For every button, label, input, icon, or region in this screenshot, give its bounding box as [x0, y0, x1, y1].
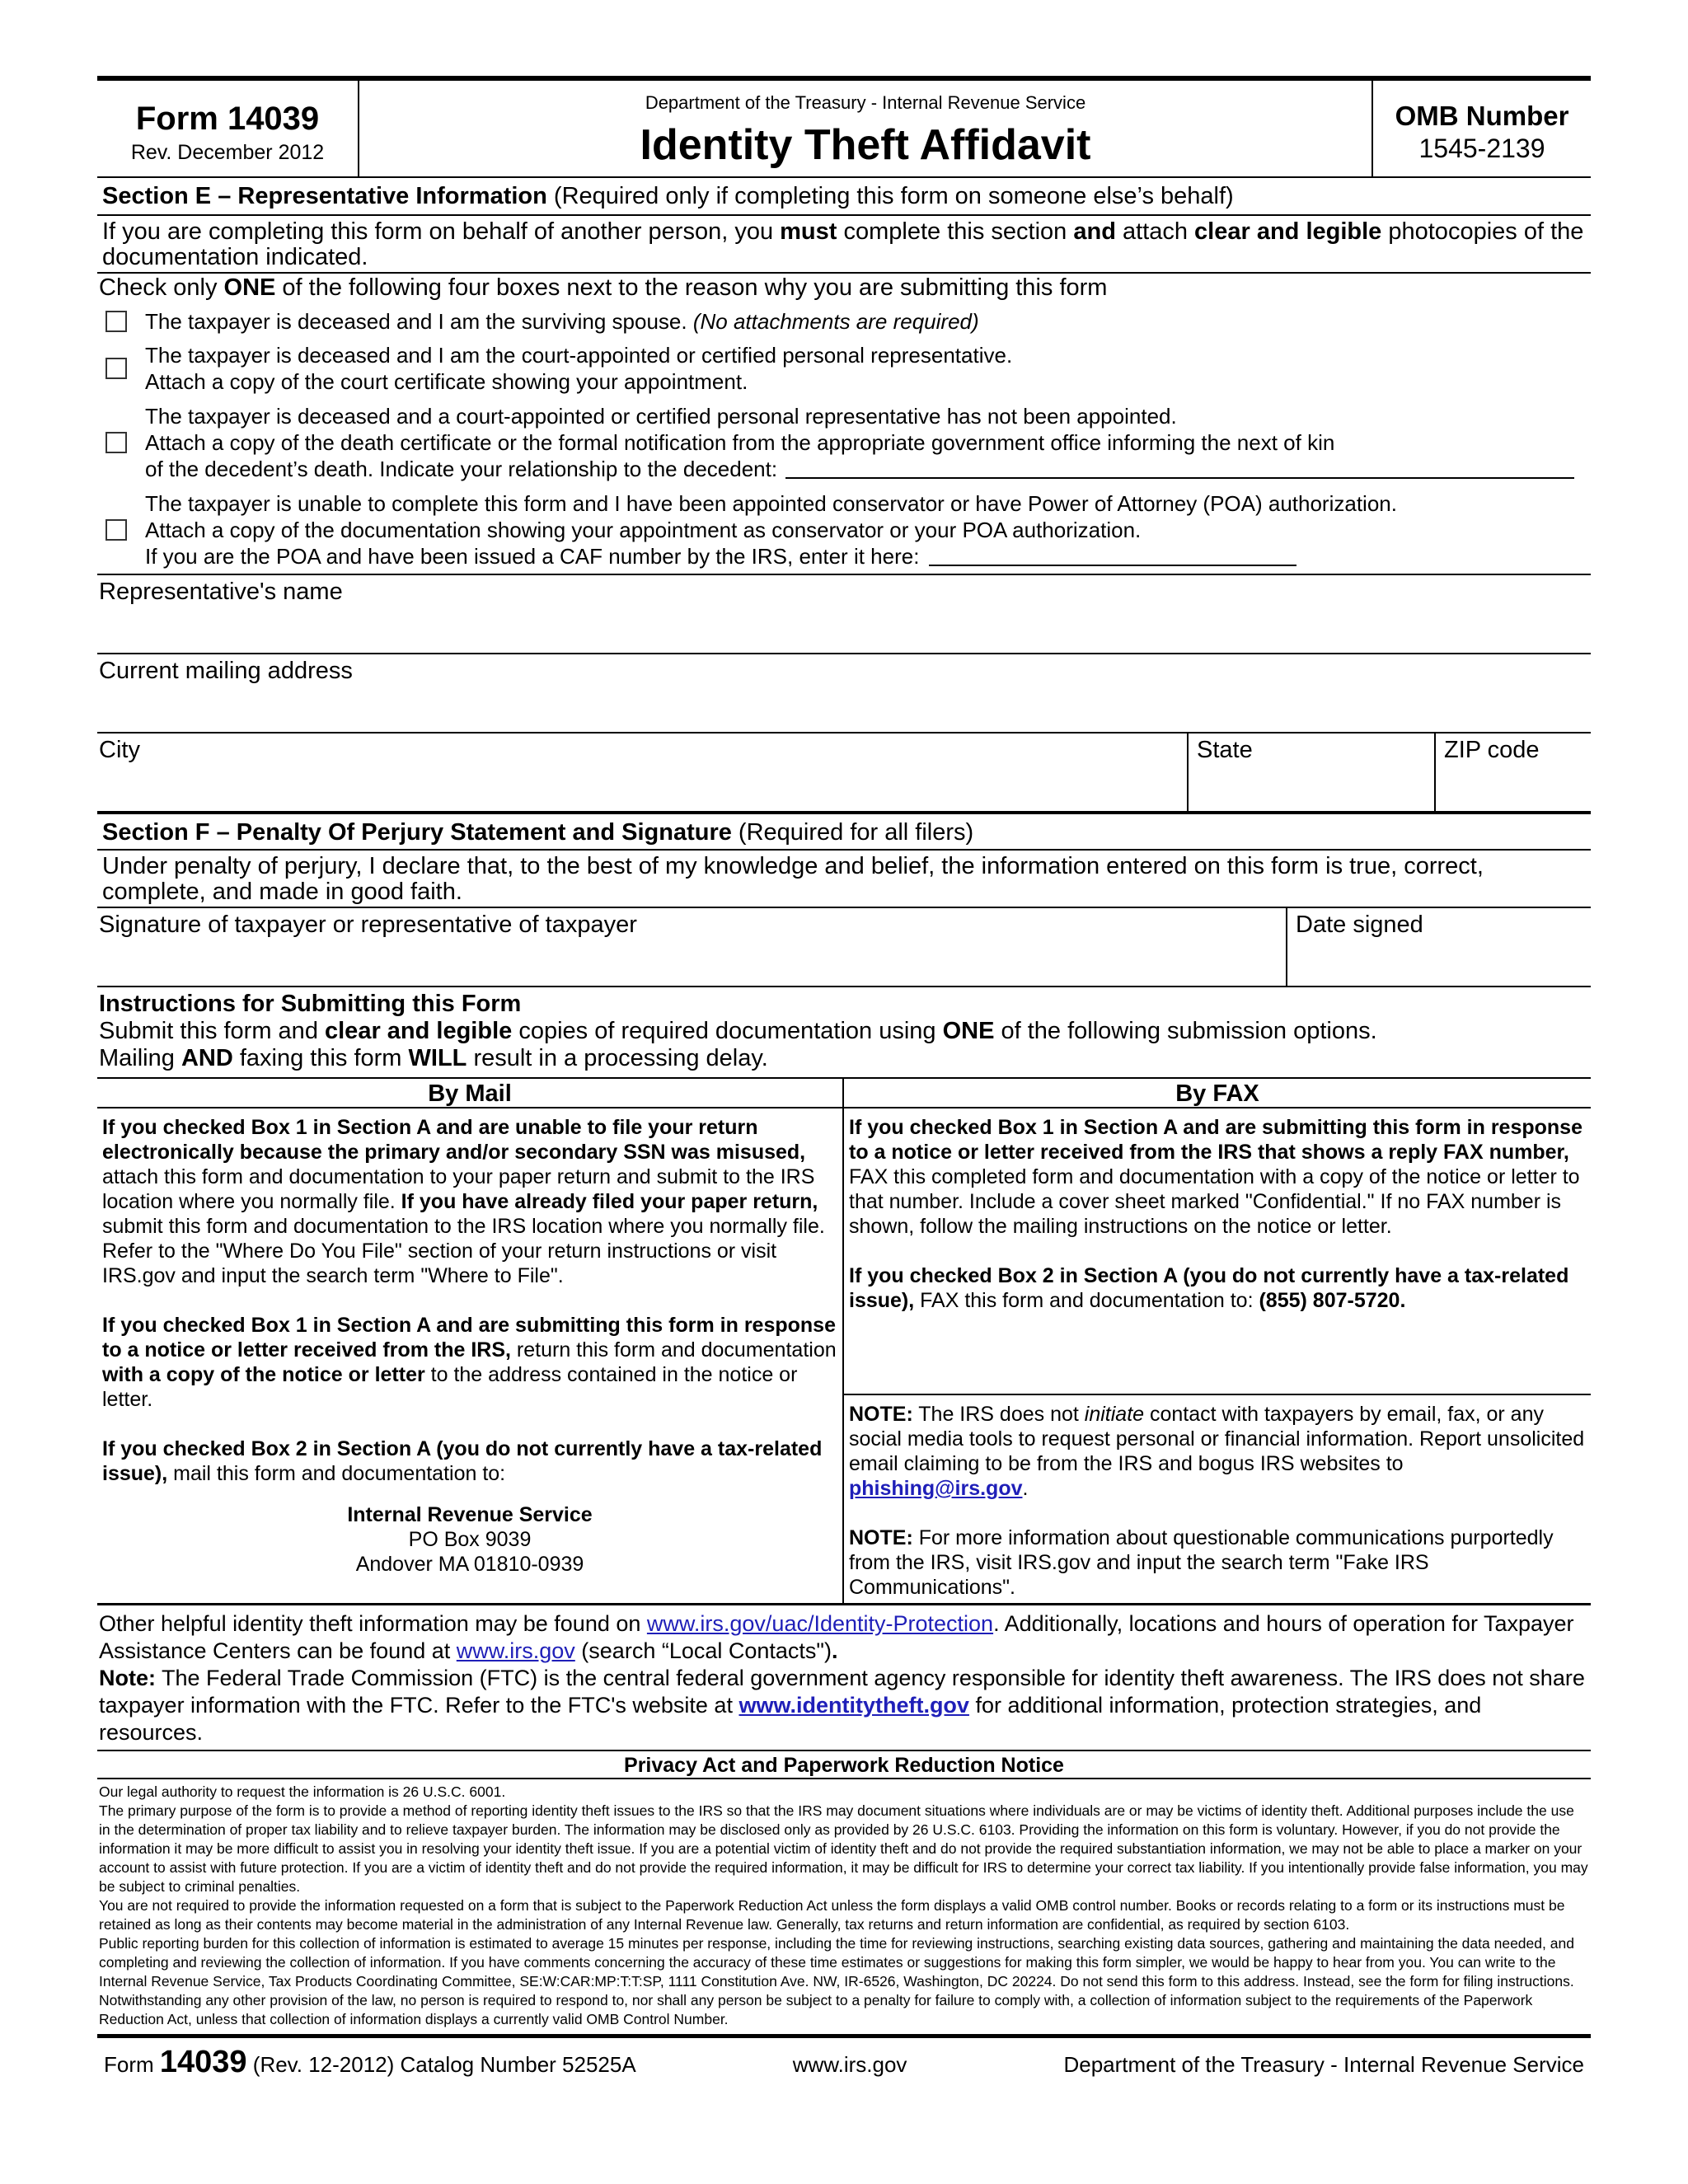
form-page: [97, 76, 1591, 2080]
signature-field[interactable]: [97, 908, 1286, 986]
by-fax-heading: By FAX: [844, 1077, 1591, 1108]
section-e-title: [97, 178, 1591, 216]
note-label: NOTE:: [849, 1526, 913, 1549]
reason-1-note: (No attachments are required): [692, 309, 979, 334]
note-label: NOTE:: [849, 1403, 913, 1426]
department: Department of the Treasury - Internal Revenue Service: [645, 92, 1086, 113]
by-fax-column: [844, 1077, 1591, 1603]
date-signed-label: Date signed: [1296, 912, 1423, 938]
perjury-statement: Under penalty of perjury, I declare that, to the best of my knowledge and belief, the information entered on this form is true, correct, complete, and made in good faith.: [97, 851, 1591, 908]
relationship-input[interactable]: [785, 456, 1574, 479]
form-id-block: [97, 81, 359, 176]
reason-3-line: [145, 456, 1591, 482]
footer-form-id: [104, 2045, 636, 2080]
instructions-title: Instructions for Submitting this Form: [99, 991, 522, 1017]
mail-text: mail this form and documentation to:: [167, 1462, 506, 1485]
omb-number: 1545-2139: [1418, 134, 1545, 163]
mailing-address-label: Current mailing address: [99, 658, 353, 684]
form-revision: Rev. December 2012: [130, 141, 325, 164]
form-footer: [97, 2038, 1591, 2080]
note-label: Note:: [99, 1666, 156, 1690]
privacy-para: Our legal authority to request the information is 26 U.S.C. 6001.: [99, 1783, 506, 1800]
reason-option-3: [97, 399, 1591, 486]
check-text: Check only: [99, 274, 224, 301]
signature-row: [97, 908, 1591, 987]
section-e-heading: Section E – Representative Information: [102, 183, 547, 209]
omb-title: OMB Number: [1395, 101, 1569, 131]
note-1: [849, 1402, 1586, 1501]
footer-department: Department of the Treasury - Internal Revenue Service: [1063, 2052, 1584, 2077]
omb-block: [1372, 81, 1591, 176]
representative-name-label: Representative's name: [99, 579, 343, 605]
zip-label: ZIP code: [1444, 737, 1540, 763]
city-field[interactable]: [97, 733, 1187, 811]
reason-option-1: [97, 305, 1591, 338]
instr-text: result in a processing delay.: [467, 1045, 768, 1071]
footer-site: www.irs.gov: [792, 2052, 907, 2077]
instr-text: of the following submission options.: [994, 1018, 1377, 1044]
info-text: (search “Local Contacts"): [574, 1638, 832, 1663]
address-line: Andover MA 01810-0939: [355, 1553, 584, 1576]
section-f-heading: Section F – Penalty Of Perjury Statement and Signature: [102, 819, 732, 846]
reason-4-line: [145, 543, 1591, 569]
fax-notes: [844, 1395, 1591, 1601]
intro-text: complete this section: [837, 218, 1074, 245]
reason-1-text: The taxpayer is deceased and I am the surviving spouse.: [145, 309, 693, 334]
fax-text: FAX this form and documentation to:: [914, 1289, 1259, 1312]
instr-text: Submit this form and: [99, 1018, 325, 1044]
check-text: of the following four boxes next to the reason why you are submitting this form: [275, 274, 1108, 301]
section-f-title: [97, 813, 1591, 851]
reason-option-4: [97, 486, 1591, 574]
intro-clear: clear and legible: [1194, 218, 1382, 245]
checkbox-poa[interactable]: [106, 519, 127, 541]
mail-text: return this form and documentation: [510, 1338, 837, 1361]
by-mail-column: [97, 1077, 844, 1603]
signature-label: Signature of taxpayer or representative of taxpayer: [99, 912, 637, 938]
identitytheft-gov-link[interactable]: www.identitytheft.gov: [738, 1693, 969, 1718]
mail-bold: with a copy of the notice or letter: [102, 1363, 425, 1386]
mail-text: attach this form and documentation to your paper return and submit to the IRS location where you normally file.: [102, 1165, 815, 1213]
mail-text: to the address contained in the notice or letter.: [102, 1363, 798, 1411]
note-text: contact with taxpayers by email, fax, or any social media tools to request personal or financial information. Report unsolicited email claiming to be from the IRS and bogus IRS websites to: [849, 1403, 1585, 1475]
other-info: [97, 1605, 1591, 1750]
reason-4-line: Attach a copy of the documentation showing your appointment as conservator or your POA authorization.: [145, 518, 1142, 542]
city-label: City: [99, 737, 140, 763]
section-e-intro: [97, 216, 1591, 274]
note-text: The IRS does not: [912, 1403, 1085, 1426]
mailing-address: [102, 1502, 837, 1577]
reason-option-2: [97, 338, 1591, 399]
footer-form-number: 14039: [159, 2045, 247, 2079]
reason-4-label: [145, 490, 1591, 569]
fax-para-1: [849, 1115, 1586, 1239]
zip-field[interactable]: [1434, 733, 1591, 811]
reason-3-line: Attach a copy of the death certificate or the formal notification from the appropriate government office informing the next of kin: [145, 430, 1335, 455]
info-text: .: [832, 1638, 838, 1663]
note-2: [849, 1526, 1586, 1600]
phishing-email-link[interactable]: phishing@irs.gov: [849, 1477, 1023, 1500]
instr-text: faxing this form: [232, 1045, 409, 1071]
checkbox-surviving-spouse[interactable]: [106, 311, 127, 332]
form-number: Form 14039: [135, 101, 320, 137]
title-block: [359, 81, 1372, 176]
mail-bold: If you have already filed your paper return,: [401, 1190, 818, 1213]
intro-must: must: [780, 218, 837, 245]
mail-para-3: [102, 1436, 837, 1486]
form-header: [97, 76, 1591, 178]
note-text: .: [1022, 1477, 1029, 1500]
reason-3-line: The taxpayer is deceased and a court-appointed or certified personal representative has not been appointed.: [145, 404, 1177, 429]
mail-bold: If you checked Box 1 in Section A and are submitting this form in response to a notice or letter received from the IRS,: [102, 1314, 836, 1361]
fax-number: (855) 807-5720.: [1259, 1289, 1406, 1312]
reason-3-label: [145, 403, 1591, 482]
state-field[interactable]: [1187, 733, 1434, 811]
instr-bold: ONE: [942, 1018, 995, 1044]
reason-4-line: The taxpayer is unable to complete this form and I have been appointed conservator or have Power of Attorney (POA) authorization.: [145, 491, 1397, 516]
info-text: The Federal Trade Commission (FTC) is the central federal government agency responsible for identity theft awareness. The IRS does not share taxpayer information with the FTC. Refer to the FTC's website at: [99, 1666, 1585, 1718]
instr-bold: AND: [181, 1045, 233, 1071]
section-e-subheading: (Required only if completing this form on someone else’s behalf): [546, 183, 1234, 209]
representative-name-field[interactable]: [97, 575, 1591, 654]
checkbox-court-appointed[interactable]: [106, 358, 127, 379]
checkbox-no-representative[interactable]: [106, 432, 127, 453]
mail-bold: If you checked Box 1 in Section A and are unable to file your return electronically because the primary and/or secondary SSN was misused,: [102, 1116, 806, 1164]
address-line: PO Box 9039: [408, 1528, 532, 1551]
check-instruction: [97, 274, 1591, 305]
fax-bold: If you checked Box 2 in Section A (you do not currently have a tax-related issue),: [849, 1264, 1569, 1312]
mail-para-2: [102, 1313, 837, 1412]
info-text: Other helpful identity theft information may be found on: [99, 1611, 647, 1636]
address-line: Internal Revenue Service: [347, 1503, 593, 1526]
mail-text: submit this form and documentation to the IRS location where you normally file. Refer to the "Where Do You File" section of your return instructions or visit IRS.gov and input the search term "Where to File".: [102, 1215, 825, 1287]
form-title: Identity Theft Affidavit: [640, 121, 1091, 169]
identity-protection-link[interactable]: www.irs.gov/uac/Identity-Protection: [646, 1611, 994, 1636]
privacy-title: Privacy Act and Paperwork Reduction Notice: [97, 1750, 1591, 1779]
section-f-subheading: (Required for all filers): [731, 819, 974, 846]
privacy-notice: [97, 1779, 1591, 2032]
intro-text: If you are completing this form on behalf of another person, you: [102, 218, 781, 245]
privacy-para: You are not required to provide the information requested on a form that is subject to the Paperwork Reduction Act unless the form displays a valid OMB control number. Books or records relating to a form or its instructions must be retained as long as their contents may become material in the administration of any Internal Revenue law. Generally, tax returns and return information are confidential, as required by section 6103.: [99, 1897, 1565, 1933]
footer-text: Form: [104, 2052, 160, 2077]
instructions-block: [97, 987, 1591, 1077]
instr-bold: clear and legible: [325, 1018, 513, 1044]
instr-text: Mailing: [99, 1045, 181, 1071]
mail-bold: If you checked Box 2 in Section A (you do not currently have a tax-related issue),: [102, 1437, 823, 1485]
intro-text: photocopies of the documentation indicated.: [102, 218, 1584, 270]
privacy-para: The primary purpose of the form is to provide a method of reporting identity theft issues to the IRS so that the IRS may document situations where individuals are or may be victims of identity theft. Additional purposes include the use in the determination of proper tax liability and to relieve taxpayer burden. The information may be disclosed only as provided by 26 U.S.C. 6103. Providing the information on this form is voluntary. However, if you do not provide the information it may be more difficult to assist you in resolving your identity theft issue. If you are a potential victim of identity theft and do not provide the required substantiation information, we may not be able to place a marker on your account to assist with future protection. If you are a victim of identity theft and do not provide the required information, it may be difficult for IRS to determine your correct tax liability. If you intentionally provide false information, you may be subject to criminal penalties.: [99, 1802, 1588, 1895]
caf-label: If you are the POA and have been issued a CAF number by the IRS, enter it here:: [145, 544, 920, 569]
intro-and: and: [1073, 218, 1116, 245]
instr-text: copies of required documentation using: [512, 1018, 943, 1044]
footer-catalog: Catalog Number 52525A: [394, 2052, 636, 2077]
info-text: for additional information, protection strategies, and resources.: [99, 1693, 1482, 1745]
fax-bold: If you checked Box 1 in Section A and are submitting this form in response to a notice or letter received from the IRS that shows a reply FAX number,: [849, 1116, 1582, 1164]
mail-para-1: [102, 1115, 837, 1288]
reason-2-label: [145, 342, 1012, 395]
privacy-para: Public reporting burden for this collection of information is estimated to average 15 minutes per response, including the time for reviewing instructions, searching existing data sources, gathering and maintaining the data needed, and completing and reviewing the collection of information. If you have comments concerning the accuracy of these time estimates or suggestions for making this form simpler, we would be happy to hear from you. You can write to the Internal Revenue Service, Tax Products Coordinating Committee, SE:W:CAR:MP:T:T:SP, 1111 Constitution Ave. NW, IR-6526, Washington, DC 20224. Do not send this form to this address. Instead, see the form for filing instructions. Notwithstanding any other provision of the law, no person is required to respond to, nor shall any person be subject to a penalty for failure to comply with, a collection of information subject to the requirements of the Paperwork Reduction Act, unless that collection of information displays a currently valid OMB Control Number.: [99, 1935, 1574, 2027]
city-state-zip-row: [97, 733, 1591, 813]
info-text: . Additionally, locations and hours of operation for Taxpayer Assistance Centers can be found at: [99, 1611, 1574, 1663]
reason-1-label: [145, 308, 979, 335]
mailing-address-field[interactable]: [97, 654, 1591, 733]
check-one: ONE: [223, 274, 276, 301]
reason-2-line: The taxpayer is deceased and I am the court-appointed or certified personal representative.: [145, 343, 1013, 368]
relationship-label: of the decedent’s death. Indicate your relationship to the decedent:: [145, 457, 778, 481]
by-mail-content: [97, 1108, 842, 1603]
submission-options: [97, 1077, 1591, 1605]
by-fax-content: [844, 1108, 1591, 1395]
note-text: For more information about questionable communications purportedly from the IRS, visit IRS.gov and input the search term "Fake IRS Communications".: [849, 1526, 1554, 1599]
state-label: State: [1197, 737, 1253, 763]
other-info-para-1: [99, 1610, 1589, 1665]
fax-text: FAX this completed form and documentation with a copy of the notice or letter to that number. Include a cover sheet marked "Confidential." If no FAX number is shown, follow the mailing instructions on the notice or letter.: [849, 1165, 1580, 1238]
by-mail-heading: By Mail: [97, 1077, 842, 1108]
irs-gov-link[interactable]: www.irs.gov: [456, 1638, 575, 1663]
instr-bold: WILL: [408, 1045, 467, 1071]
other-info-para-2: [99, 1665, 1589, 1746]
note-italic: initiate: [1084, 1403, 1145, 1426]
instructions-line-2: [99, 1045, 1589, 1072]
date-signed-field[interactable]: [1286, 908, 1591, 986]
fax-para-2: [849, 1263, 1586, 1313]
instructions-line-1: [99, 1018, 1589, 1045]
reason-2-line: Attach a copy of the court certificate showing your appointment.: [145, 369, 748, 394]
footer-text: (Rev. 12-2012): [246, 2052, 395, 2077]
intro-text: attach: [1115, 218, 1195, 245]
caf-number-input[interactable]: [929, 543, 1296, 566]
